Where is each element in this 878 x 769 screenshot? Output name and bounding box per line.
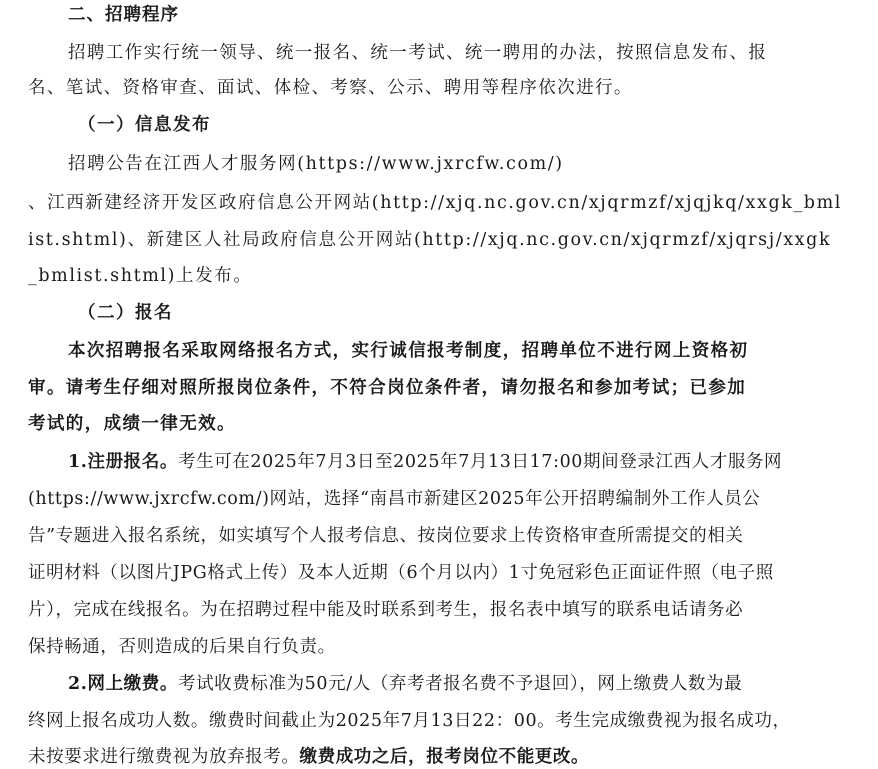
step1-line-3: 告”专题进入报名系统，如实填写个人报考信息、按岗位要求上传资格审查所需提交的相关 [28, 526, 744, 546]
info-release-line-4: _bmlist.shtml)上发布。 [28, 266, 253, 286]
step1-line-6: 保持畅通，否则造成的后果自行负责。 [28, 637, 336, 657]
step2-line-1: 考试收费标准为50元/人（弃考者报名费不予退回），网上缴费人数为最 [177, 674, 743, 694]
registration-notice-line-3: 考试的，成绩一律无效。 [28, 414, 236, 434]
step2-line-3: 未按要求进行缴费视为放弃报考。 [28, 747, 300, 767]
step1-first-line [68, 450, 782, 474]
info-release-line-3: ist.shtml)、新建区人社局政府信息公开网站(http://xjq.nc.gov.cn/xjqrmzf/xjqrsj/xxgk [28, 230, 832, 250]
step2-label: 2.网上缴费。 [68, 674, 178, 694]
step2-bold-tail: 缴费成功之后，报考岗位不能更改。 [299, 747, 590, 767]
step2-line-2: 终网上报名成功人数。缴费时间截止为2025年7月13日22：00。考生完成缴费视为报名成功， [28, 711, 791, 731]
intro-line-2: 名、笔试、资格审查、面试、体检、考察、公示、聘用等程序依次进行。 [28, 78, 633, 98]
step1-line-2: (https://www.jxrcfw.com/)网站，选择“南昌市新建区2025年公开招聘编制外工作人员公 [28, 489, 761, 509]
registration-notice-line-2: 审。请考生仔细对照所报岗位条件，不符合岗位条件者，请勿报名和参加考试；已参加 [28, 378, 747, 398]
step2-last-line [28, 745, 589, 769]
info-release-line-1: 招聘公告在江西人才服务网(https://www.jxrcfw.com/) [68, 154, 564, 174]
info-release-line-2: 、江西新建经济开发区政府信息公开网站(http://xjq.nc.gov.cn/xjqrmzf/xjqjkq/xxgk_bml [28, 193, 842, 213]
section-title: 二、招聘程序 [68, 5, 179, 25]
step1-line-1: 考生可在2025年7月3日至2025年7月13日17:00期间登录江西人才服务网 [177, 452, 783, 472]
step1-line-5: 片），完成在线报名。为在招聘过程中能及时联系到考生，报名表中填写的联系电话请务必 [28, 600, 744, 620]
step2-first-line [68, 672, 742, 696]
info-release-heading: （一）信息发布 [78, 115, 211, 135]
intro-line-1: 招聘工作实行统一领导、统一报名、统一考试、统一聘用的办法，按照信息发布、报 [68, 43, 768, 63]
registration-notice-line-1: 本次招聘报名采取网络报名方式，实行诚信报考制度，招聘单位不进行网上资格初 [68, 341, 749, 361]
step1-line-4: 证明材料（以图片JPG格式上传）及本人近期（6个月以内）1寸免冠彩色正面证件照（电子照 [28, 563, 774, 583]
registration-heading: （二）报名 [78, 303, 173, 323]
step1-label: 1.注册报名。 [68, 452, 178, 472]
